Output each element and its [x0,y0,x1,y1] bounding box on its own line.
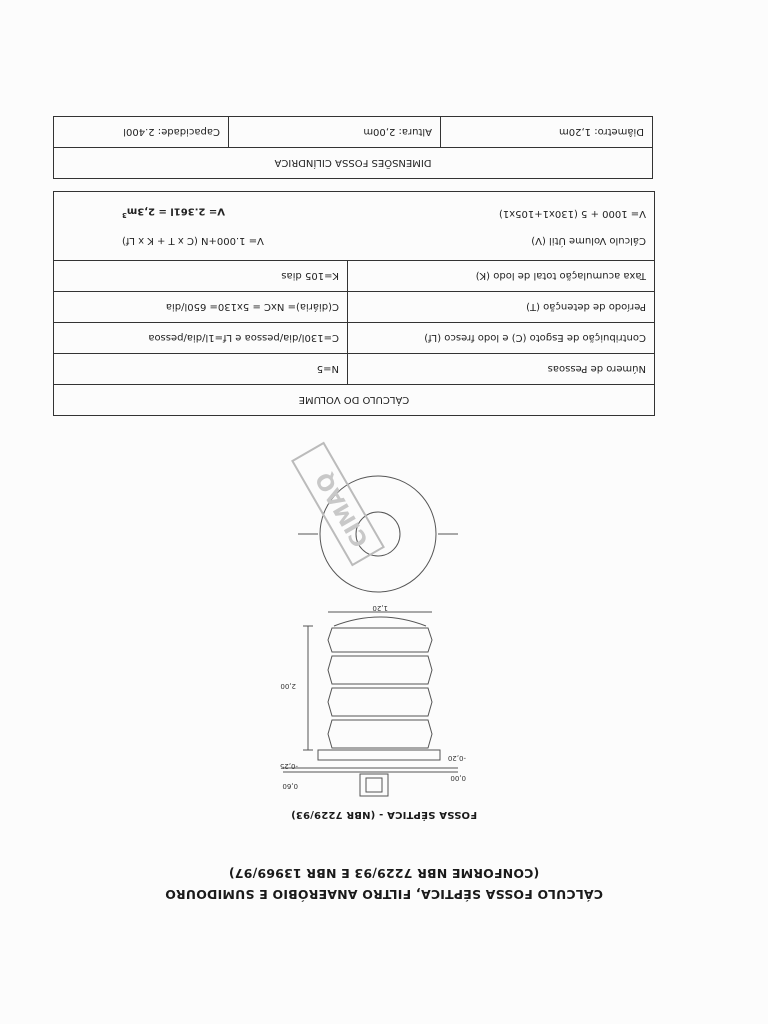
table-row [54,261,655,292]
calc-formula: V= 1.000+N (C x T + K x Lf) [122,235,264,247]
dim-width-label: 1,20 [372,604,388,612]
tank-side-view-drawing [268,604,468,804]
table-row [54,354,655,385]
height-cell: Altura: 2,00m [229,117,441,148]
row-value: C(diária)= NxC = 5x130= 650l/dia [54,292,348,323]
dim-level-3-label: 0,60 [282,782,298,790]
table-row [54,117,653,148]
stamp-watermark [292,443,383,565]
volume-table [53,191,655,416]
row-value: C=130l/dia/pessoa e Lf=1l/dia/pessoa [54,323,348,354]
row-value: K=105 dias [54,261,348,292]
table-row [54,323,655,354]
dim-level-1-label: -0,20 [447,754,466,762]
calc-result [122,206,225,219]
row-label: Número de Pessoas [348,354,655,385]
calc-result-exponent: 3 [122,211,127,220]
diameter-cell: Diâmetro: 1,20m [441,117,653,148]
capacity-cell: Capacidade: 2.400l [54,117,229,148]
row-value: N=5 [54,354,348,385]
calc-result-value: V= 2.361l = 2,3m [126,205,226,217]
section-label: FOSSA SÉPTICA - (NBR 7229/93) [290,809,478,820]
document-subtitle: (CONFORME NBR 7229/93 E NBR 13969/97) [228,866,540,881]
row-label: Taxa acumulação total de lodo (K) [348,261,655,292]
stamp-text: CIMAQ [311,467,375,552]
row-label: Período de detenção (T) [348,292,655,323]
volume-table-header: CÁLCULO DO VOLUME [54,385,655,416]
calc-row [54,192,655,261]
dim-level-2-label: -0,25 [279,762,298,770]
calc-label-2: V= 1000 + 5 (130x1+105x1) [498,208,646,220]
dimensions-table-header: DIMENSÕES FOSSA CILÍNDRICA [54,148,653,179]
document-title: CÁLCULO FOSSA SÉPTICA, FILTRO ANAERÓBIO E SUMIDOURO [164,887,604,902]
dim-height-label: 2,00 [280,682,296,690]
calc-label-1: Cálculo Volume Útil (V) [531,235,646,247]
dim-top-label: 0,00 [450,774,466,782]
row-label: Contribuição de Esgoto (C) e lodo fresco (Lf) [348,323,655,354]
tank-top-view-drawing [208,394,468,594]
dimensions-table [53,116,653,179]
table-row [54,292,655,323]
